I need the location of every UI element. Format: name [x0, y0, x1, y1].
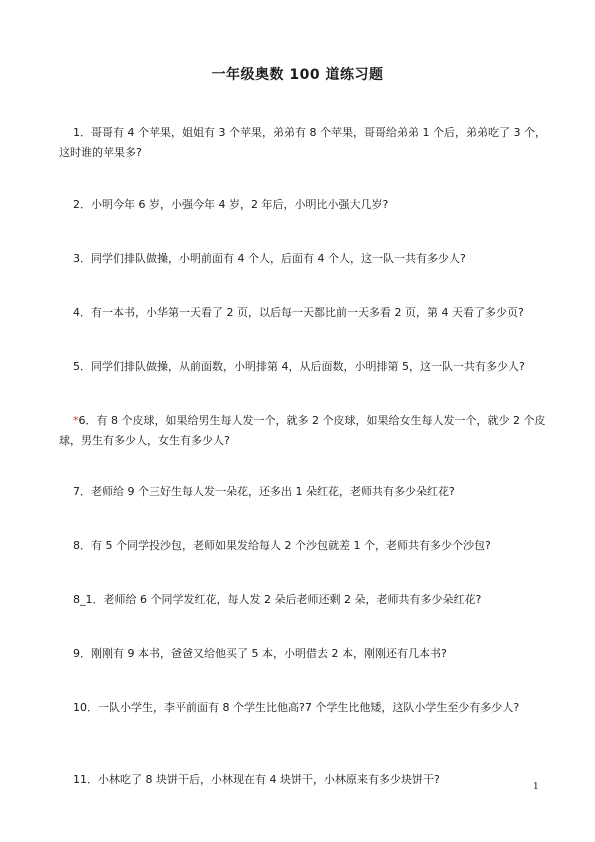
question-6	[59, 391, 549, 471]
question-10	[59, 678, 549, 738]
question-2	[59, 175, 549, 235]
question-8	[59, 516, 549, 576]
question-7	[59, 462, 549, 522]
question-4	[59, 283, 549, 343]
question-5	[59, 337, 549, 397]
question-11	[59, 750, 549, 810]
question-9	[59, 624, 549, 684]
question-text: 5．同学们排队做操，从前面数，小明排第 4，从后面数，小明排第 5，这一队一共有多少人?	[73, 360, 525, 373]
question-text: 2．小明今年 6 岁，小强今年 4 岁，2 年后，小明比小强大几岁?	[73, 198, 389, 211]
question-text: 1．哥哥有 4 个苹果，姐姐有 3 个苹果，弟弟有 8 个苹果，哥哥给弟弟 1 个后，弟弟吃了 3 个，这时谁的苹果多?	[59, 126, 546, 159]
question-text: 8_1．老师给 6 个同学发红花，每人发 2 朵后老师还剩 2 朵，老师共有多少朵红花?	[73, 593, 482, 606]
page-number: 1	[533, 782, 539, 792]
question-text: 10．一队小学生，李平前面有 8 个学生比他高?7 个学生比他矮，这队小学生至少有多少人?	[73, 701, 520, 714]
question-text: 11．小林吃了 8 块饼干后，小林现在有 4 块饼干，小林原来有多少块饼干?	[73, 773, 440, 786]
question-text: 8．有 5 个同学投沙包，老师如果发给每人 2 个沙包就差 1 个，老师共有多少个沙包?	[73, 539, 491, 552]
question-8_1	[59, 570, 549, 630]
question-text: 6．有 8 个皮球，如果给男生每人发一个，就多 2 个皮球，如果给女生每人发一个，就少 2 个皮球，男生有多少人，女生有多少人?	[59, 414, 546, 447]
document-title: 一年级奥数 100 道练习题	[211, 67, 384, 83]
question-text: 3．同学们排队做操，小明前面有 4 个人，后面有 4 个人，这一队一共有多少人?	[73, 252, 466, 265]
question-1	[59, 103, 549, 183]
question-3	[59, 229, 549, 289]
difficulty-star-marker: *	[73, 414, 79, 427]
question-text: 9．刚刚有 9 本书，爸爸又给他买了 5 本，小明借去 2 本，刚刚还有几本书?	[73, 647, 447, 660]
question-text: 4．有一本书，小华第一天看了 2 页，以后每一天都比前一天多看 2 页，第 4 天看了多少页?	[73, 306, 524, 319]
question-text: 7．老师给 9 个三好生每人发一朵花，还多出 1 朵红花，老师共有多少朵红花?	[73, 485, 455, 498]
